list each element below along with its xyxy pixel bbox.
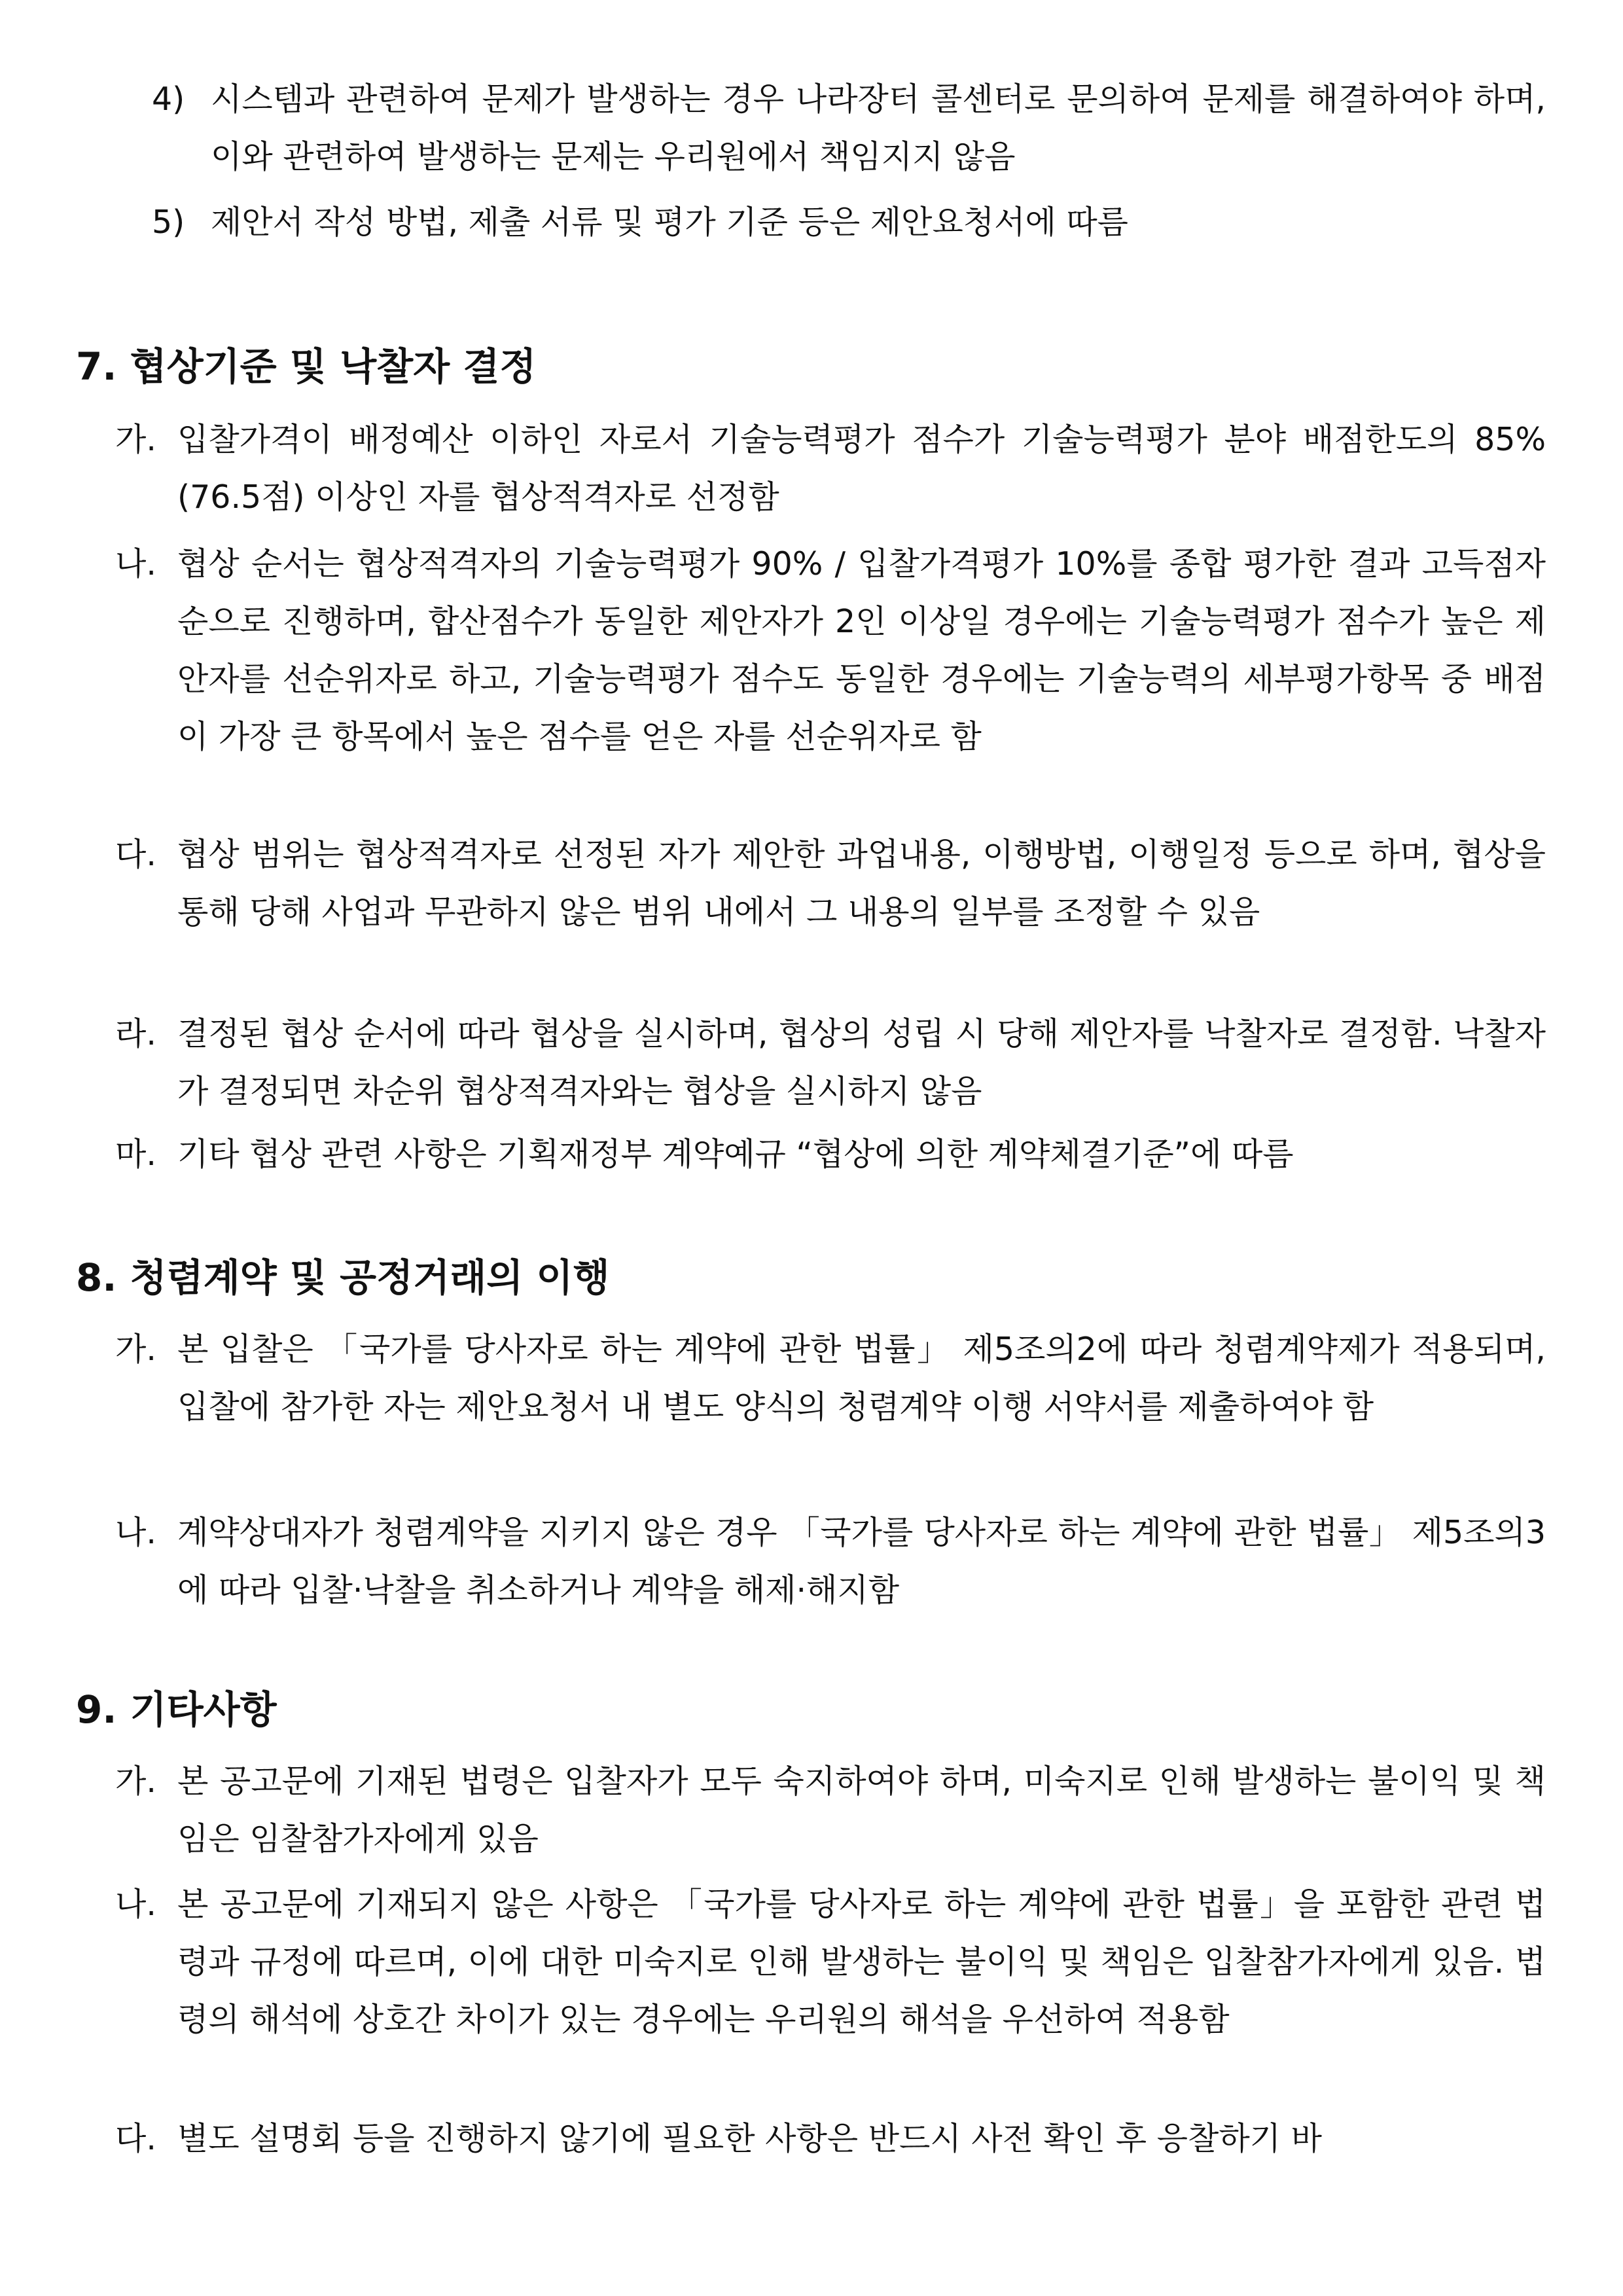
list-text: 기타 협상 관련 사항은 기획재정부 계약예규 “협상에 의한 계약체결기준”에 따름 (177, 1136, 1294, 1173)
list-marker: 가. (115, 421, 156, 458)
list-text: 협상 범위는 협상적격자로 선정된 자가 제안한 과업내용, 이행방법, 이행일정 등으로 하며, 협상을 통해 당해 사업과 무관하지 않은 범위 내에서 그 내용의 일부를 조정할 수 있음 (177, 836, 1546, 931)
list-item (115, 535, 1546, 766)
section-heading: 9. 기타사항 (76, 1687, 277, 1732)
list-marker: 라. (115, 1015, 156, 1052)
list-text: 계약상대자가 청렴계약을 지키지 않은 경우 「국가를 당사자로 하는 계약에 관한 법률」 제5조의3에 따라 입찰·낙찰을 취소하거나 계약을 해제·해지함 (177, 1514, 1546, 1609)
list-text: 시스템과 관련하여 문제가 발생하는 경우 나라장터 콜센터로 문의하여 문제를 해결하여야 하며, 이와 관련하여 발생하는 문제는 우리원에서 책임지지 않음 (211, 81, 1546, 175)
list-text: 협상 순서는 협상적격자의 기술능력평가 90% / 입찰가격평가 10%를 종합 평가한 결과 고득점자순으로 진행하며, 합산점수가 동일한 제안자가 2인 이상일 경우에는 기술능력평가 점수가 높은 제안자를 선순위자로 하고, 기술능력평가 점수도 동일한 경우에는 기술능력의 세부평가항목 중 배점이 가장 큰 항목에서 높은 점수를 얻은 자를 선순위자로 함 (177, 545, 1546, 755)
list-item (115, 411, 1546, 526)
list-marker: 다. (115, 836, 156, 873)
list-item (115, 1753, 1546, 1868)
section-heading: 7. 협상기준 및 낙찰자 결정 (76, 344, 537, 389)
list-marker: 나. (115, 1514, 156, 1551)
list-item (115, 1876, 1546, 2049)
list-item (115, 1321, 1546, 1436)
list-item (115, 826, 1546, 941)
list-text: 결정된 협상 순서에 따라 협상을 실시하며, 협상의 성립 시 당해 제안자를 낙찰자로 결정함. 낙찰자가 결정되면 차순위 협상적격자와는 협상을 실시하지 않음 (177, 1015, 1546, 1110)
list-item (115, 2110, 1546, 2168)
list-item (115, 1005, 1546, 1121)
list-item (152, 71, 1546, 186)
list-text: 본 공고문에 기재된 법령은 입찰자가 모두 숙지하여야 하며, 미숙지로 인해 발생하는 불이익 및 책임은 임찰참가자에게 있음 (177, 1763, 1546, 1857)
list-item (152, 194, 1546, 251)
list-marker: 마. (115, 1136, 156, 1173)
list-text: 본 입찰은 「국가를 당사자로 하는 계약에 관한 법률」 제5조의2에 따라 청렴계약제가 적용되며, 입찰에 참가한 자는 제안요청서 내 별도 양식의 청렴계약 이행 서약서를 제출하여야 함 (177, 1331, 1546, 1426)
list-text: 제안서 작성 방법, 제출 서류 및 평가 기준 등은 제안요청서에 따름 (211, 204, 1129, 241)
list-marker: 4) (152, 81, 185, 118)
list-marker: 나. (115, 545, 156, 583)
list-text: 본 공고문에 기재되지 않은 사항은 「국가를 당사자로 하는 계약에 관한 법률」을 포함한 관련 법령과 규정에 따르며, 이에 대한 미숙지로 인해 발생하는 불이익 및 책임은 입찰참가자에게 있음. 법령의 해석에 상호간 차이가 있는 경우에는 우리원의 해석을 우선하여 적용함 (177, 1886, 1546, 2038)
list-text: 입찰가격이 배정예산 이하인 자로서 기술능력평가 점수가 기술능력평가 분야 배점한도의 85%(76.5점) 이상인 자를 협상적격자로 선정함 (177, 421, 1546, 516)
list-marker: 가. (115, 1331, 156, 1368)
list-item (115, 1126, 1546, 1183)
list-marker: 다. (115, 2120, 156, 2157)
list-marker: 5) (152, 204, 185, 241)
list-item (115, 1504, 1546, 1619)
list-text: 별도 설명회 등을 진행하지 않기에 필요한 사항은 반드시 사전 확인 후 응찰하기 바 (177, 2120, 1322, 2157)
section-heading: 8. 청렴계약 및 공정거래의 이행 (76, 1255, 610, 1300)
list-marker: 가. (115, 1763, 156, 1800)
list-marker: 나. (115, 1886, 156, 1923)
